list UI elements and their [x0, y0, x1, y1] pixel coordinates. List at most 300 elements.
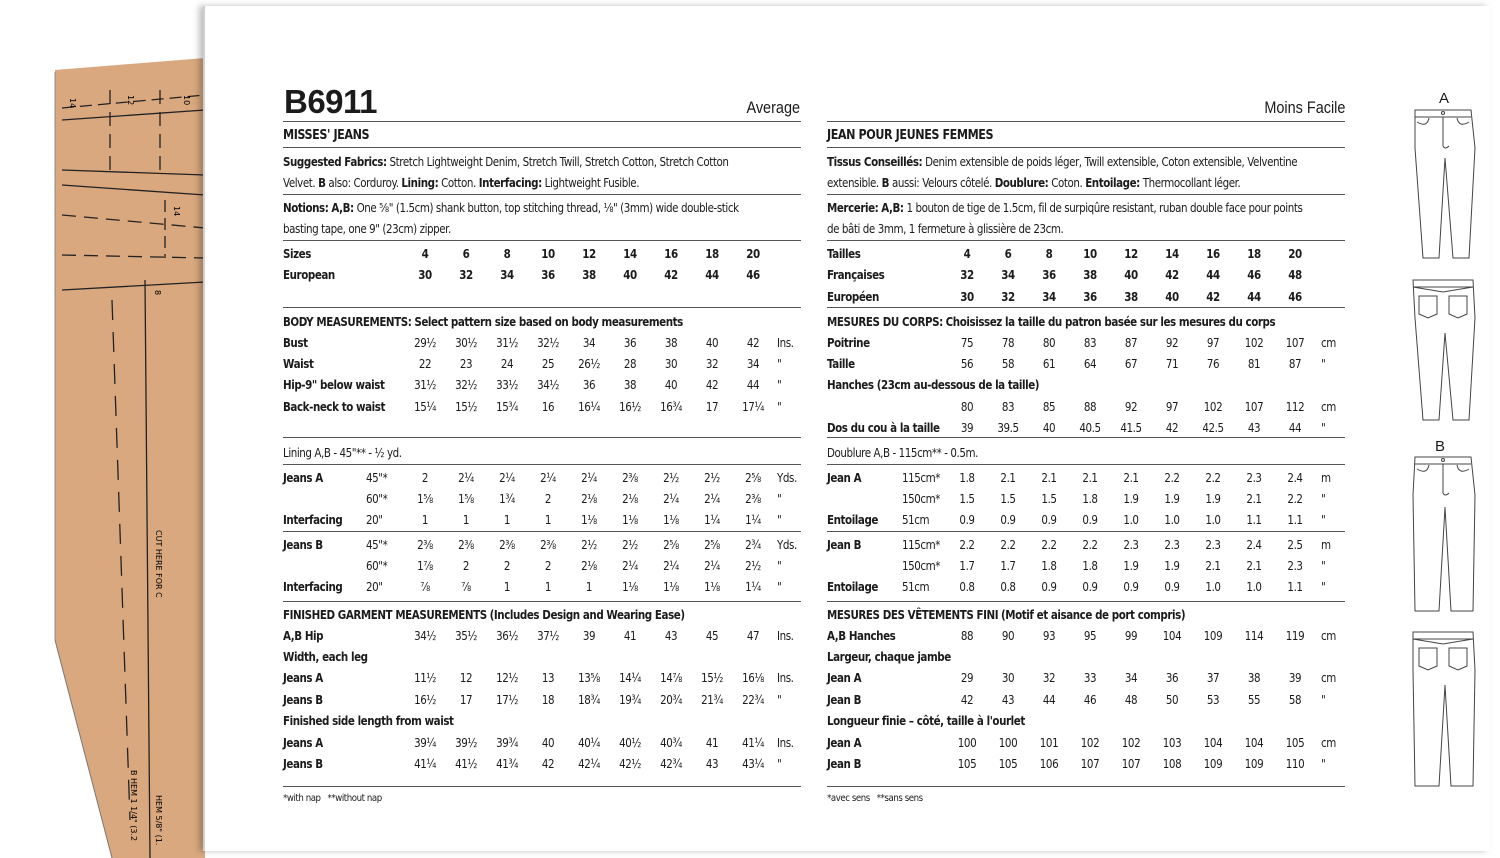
en-yardage-cell: 1	[544, 513, 552, 527]
fr-yardage-cell: 1.7	[1000, 559, 1016, 573]
fr-lining-heading: Doublure A,B - 115cm** - 0.5m.	[827, 446, 978, 460]
fr-size-cell: 38	[1124, 290, 1138, 304]
fr-body-cell: 40.5	[1079, 421, 1101, 435]
tissue-b-hem-text: B HEM 1 1/4" (3.2	[129, 770, 138, 842]
en-yardage-cell: 2	[421, 471, 429, 485]
en-finished-unit: "	[777, 693, 782, 707]
en-finished-cell: 41	[623, 629, 637, 643]
en-interfacing-text: Lightweight Fusible.	[544, 176, 640, 190]
en-finished-unit: Ins.	[777, 736, 794, 750]
en-yardage-cell: 1¼	[745, 513, 761, 527]
en-finished-unit: Ins.	[777, 629, 794, 643]
en-finished-cell: 42½	[619, 757, 641, 771]
fr-finished-cell: 30	[1001, 671, 1015, 685]
en-finished-cell: 45	[705, 629, 719, 643]
en-body-cell: 34½	[537, 378, 559, 392]
en-finished-row-label: Width, each leg	[283, 650, 368, 664]
en-notions-rule	[283, 240, 801, 241]
en-b-also-text: Corduroy.	[353, 176, 399, 190]
fr-yardage-cell: 0.9	[1082, 513, 1098, 527]
tissue-marker-14a: 14	[68, 98, 77, 109]
fr-yardage-cell: 2.1	[1205, 559, 1221, 573]
fr-yardage-cell: 2.2	[1287, 492, 1303, 506]
en-yardage-cell: 1⅛	[663, 580, 679, 594]
en-fabrics-label: Suggested Fabrics:	[283, 155, 387, 169]
en-fabrics-line-1	[283, 155, 728, 169]
fr-fabric-width: 150cm*	[902, 492, 941, 506]
fr-finished-row-label: Largeur, chaque jambe	[827, 650, 951, 664]
fr-fabric-width: 150cm*	[902, 559, 941, 573]
fr-size-cell: 42	[1206, 290, 1220, 304]
en-body-unit: "	[777, 400, 782, 414]
en-body-row-label: Hip-9" below waist	[283, 378, 385, 392]
en-fabrics-text: Stretch Lightweight Denim, Stretch Twill, Stretch Cotton, Stretch Cotton	[389, 155, 729, 169]
fr-finished-cell: 109	[1203, 757, 1223, 771]
en-body-cell: 40	[705, 336, 719, 350]
fr-size-cell: 12	[1124, 247, 1138, 261]
en-finished-cell: 11½	[414, 671, 436, 685]
fr-finished-cell: 106	[1039, 757, 1059, 771]
fr-finished-unit: cm	[1321, 671, 1336, 685]
fr-body-cell: 67	[1124, 357, 1138, 371]
en-sizes-row-label: European	[283, 268, 335, 282]
fr-finished-cell: 46	[1083, 693, 1097, 707]
tissue-marker-12: 12	[126, 95, 135, 106]
en-fabric-width: 45"*	[366, 538, 388, 552]
en-body-heading	[283, 315, 683, 329]
fr-finished-unit: cm	[1321, 629, 1336, 643]
fr-size-cell: 36	[1042, 268, 1056, 282]
tissue-hem-text: HEM 5/8" (1.	[154, 795, 163, 846]
en-finished-cell: 40¼	[578, 736, 600, 750]
fr-yardage-cell: 1.5	[1041, 492, 1057, 506]
fr-yardage-cell: 2.2	[1205, 471, 1221, 485]
fr-fabric-width: 51cm	[902, 513, 930, 527]
fr-yardage-cell: 1.1	[1246, 513, 1262, 527]
fr-yardage-cell: 2.2	[959, 538, 975, 552]
fr-finished-cell: 37	[1206, 671, 1220, 685]
en-yardage-cell: 2⅛	[581, 492, 597, 506]
en-finished-cell: 40¾	[660, 736, 682, 750]
en-notions-line-1	[283, 201, 739, 215]
fr-finished-cell: 105	[998, 757, 1018, 771]
fr-size-cell: 34	[1001, 268, 1015, 282]
en-finished-cell: 22¾	[742, 693, 764, 707]
fr-sizes-row-label: Tailles	[827, 247, 861, 261]
fr-lining-rule	[827, 464, 1345, 465]
en-size-cell: 20	[746, 247, 760, 261]
en-yardage-cell: 1	[421, 513, 429, 527]
en-yardage-cell: 2¾	[745, 538, 761, 552]
fr-finished-cell: 32	[1042, 671, 1056, 685]
fr-finished-row-label: Jean B	[827, 693, 862, 707]
fr-notions-label: Mercerie:	[827, 201, 879, 215]
fr-body-cell: 71	[1165, 357, 1179, 371]
en-sizes-rule	[283, 307, 801, 308]
fr-body-unit: "	[1321, 357, 1326, 371]
fr-yardage-row-label: Jean B	[827, 538, 862, 552]
en-finished-cell: 47	[746, 629, 760, 643]
fr-body-cell: 83	[1083, 336, 1097, 350]
en-yardage-cell: 1	[585, 580, 593, 594]
fr-finished-cell: 93	[1042, 629, 1056, 643]
en-finished-cell: 35½	[455, 629, 477, 643]
en-finished-cell: 21¾	[701, 693, 723, 707]
fr-size-cell: 40	[1124, 268, 1138, 282]
fr-fabric-width: 51cm	[902, 580, 930, 594]
en-finished-cell: 41½	[455, 757, 477, 771]
en-fabrics-line2-a: Velvet.	[283, 176, 316, 190]
fr-body-cell: 44	[1288, 421, 1302, 435]
en-section-title: MISSES' JEANS	[283, 128, 370, 143]
fr-notions-text1: 1 bouton de tige de 1.5cm, fil de surpiqûre resistant, ruban double face pour points	[906, 201, 1303, 215]
en-finished-row-label: Jeans A	[283, 671, 323, 685]
fr-yardage-cell: 2.2	[1082, 538, 1098, 552]
en-finished-row-label: Jeans A	[283, 736, 323, 750]
view-b-label: B	[1435, 438, 1446, 455]
fr-finished-cell: 101	[1039, 736, 1059, 750]
en-yardage-cell: 1⅛	[704, 580, 720, 594]
en-finished-cell: 42¾	[660, 757, 682, 771]
fr-body-cell: 87	[1124, 336, 1138, 350]
fr-size-cell: 10	[1083, 247, 1097, 261]
en-yardage-cell: 1	[503, 580, 511, 594]
en-fabric-width: 60"*	[366, 559, 388, 573]
en-finished-cell: 17	[459, 693, 473, 707]
en-fabrics-line-2	[283, 176, 639, 190]
en-fabrics-rule	[283, 194, 801, 195]
fr-yardage-cell: 2.3	[1246, 471, 1262, 485]
en-title-rule	[283, 147, 801, 148]
en-body-cell: 23	[459, 357, 473, 371]
en-size-cell: 46	[746, 268, 760, 282]
fr-size-cell: 40	[1165, 290, 1179, 304]
fr-body-cell: 80	[960, 400, 974, 414]
en-size-cell: 4	[421, 247, 429, 261]
fr-yardage-cell: 1.0	[1246, 580, 1262, 594]
fr-yardage-cell: 2.1	[1123, 471, 1139, 485]
fr-sizes-rule	[827, 307, 1345, 308]
en-yardage-cell: 2¼	[458, 471, 474, 485]
fr-finished-cell: 104	[1203, 736, 1223, 750]
fr-body-unit: cm	[1321, 336, 1336, 350]
en-body-cell: 16¾	[660, 400, 682, 414]
en-size-cell: 18	[705, 247, 719, 261]
fr-fabric-width: 115cm*	[902, 538, 941, 552]
en-b-also-word: also:	[328, 176, 351, 190]
en-yardage-cell: 2¼	[663, 559, 679, 573]
fr-yardage-cell: 2.2	[1041, 538, 1057, 552]
en-finished-cell: 41¾	[496, 757, 518, 771]
en-fabric-width: 60"*	[366, 492, 388, 506]
fr-body-cell: 102	[1244, 336, 1264, 350]
fr-body-cell: 78	[1001, 336, 1015, 350]
en-yardage-cell: 2⅜	[458, 538, 474, 552]
fr-yardage-cell: 1.1	[1287, 513, 1303, 527]
fr-finished-cell: 88	[960, 629, 974, 643]
fr-yardage-unit: "	[1321, 559, 1326, 573]
en-yardage-cell: 1	[462, 513, 470, 527]
en-finished-cell: 15½	[701, 671, 723, 685]
fr-body-row-label: Poitrine	[827, 336, 870, 350]
fr-finished-cell: 102	[1121, 736, 1141, 750]
fr-yardage-cell: 2.4	[1287, 471, 1303, 485]
en-body-cell: 16¼	[578, 400, 600, 414]
fr-finished-cell: 34	[1124, 671, 1138, 685]
en-body-cell: 38	[664, 336, 678, 350]
en-yardage-cell: 1¾	[499, 492, 515, 506]
fr-body-cell: 97	[1206, 336, 1220, 350]
fr-yardage-cell: 2.3	[1164, 538, 1180, 552]
fr-finished-cell: 100	[998, 736, 1018, 750]
en-body-cell: 34	[582, 336, 596, 350]
en-body-cell: 33½	[496, 378, 518, 392]
en-size-cell: 16	[664, 247, 678, 261]
en-body-row-label: Bust	[283, 336, 308, 350]
en-body-cell: 42	[705, 378, 719, 392]
fr-body-cell: 102	[1203, 400, 1223, 414]
fr-size-cell: 6	[1004, 247, 1012, 261]
tissue-cut-here-text: CUT HERE FOR C	[154, 530, 163, 598]
fr-body-cell: 61	[1042, 357, 1056, 371]
fr-notions-rule	[827, 240, 1345, 241]
fr-finished-cell: 53	[1206, 693, 1220, 707]
en-finished-row-label: A,B Hip	[283, 629, 324, 643]
en-yardage-cell: 2⅜	[622, 471, 638, 485]
fr-size-cell: 14	[1165, 247, 1179, 261]
en-yardage-cell: 2⅛	[622, 492, 638, 506]
fr-body-cell: 42	[1165, 421, 1179, 435]
fr-yardage-unit: m	[1321, 538, 1331, 552]
fr-fabrics-text: Denim extensible de poids léger, Twill extensible, Coton extensible, Velventine	[925, 155, 1298, 169]
en-body-cell: 16	[541, 400, 555, 414]
fr-body-cell: 92	[1165, 336, 1179, 350]
en-body-cell: 42	[746, 336, 760, 350]
en-lining-label: Lining:	[401, 176, 439, 190]
en-body-heading-label: BODY MEASUREMENTS:	[283, 315, 412, 329]
fr-body-cell: 107	[1244, 400, 1264, 414]
en-yardage-rule	[283, 601, 801, 602]
en-yardage-cell: ⅞	[461, 580, 471, 594]
fr-finished-cell: 105	[1285, 736, 1305, 750]
fr-finished-cell: 48	[1124, 693, 1138, 707]
en-yardage-view-rule	[283, 531, 801, 532]
en-finished-cell: 14⅞	[660, 671, 682, 685]
tissue-pattern-background	[0, 0, 230, 858]
fr-finished-cell: 114	[1244, 629, 1264, 643]
en-finished-cell: 40½	[619, 736, 641, 750]
fr-fabrics-line-1	[827, 155, 1297, 169]
fr-size-cell: 38	[1083, 268, 1097, 282]
fr-size-cell: 20	[1288, 247, 1302, 261]
fr-yardage-unit: m	[1321, 471, 1331, 485]
fr-finished-cell: 119	[1285, 629, 1305, 643]
en-yardage-row-label: Interfacing	[283, 580, 343, 594]
en-yardage-unit: "	[777, 580, 782, 594]
fr-notions-line-1	[827, 201, 1302, 215]
en-finished-cell: 41¼	[414, 757, 436, 771]
en-interfacing-label: Interfacing:	[478, 176, 542, 190]
fr-size-cell: 8	[1045, 247, 1053, 261]
fr-body-unit: cm	[1321, 400, 1336, 414]
fr-finished-cell: 95	[1083, 629, 1097, 643]
en-yardage-unit: Yds.	[777, 471, 797, 485]
en-body-cell: 38	[623, 378, 637, 392]
fr-finished-cell: 99	[1124, 629, 1138, 643]
fr-yardage-cell: 1.0	[1164, 513, 1180, 527]
fr-finished-cell: 42	[960, 693, 974, 707]
en-yardage-cell: 2	[462, 559, 470, 573]
fr-yardage-cell: 2.2	[1000, 538, 1016, 552]
en-fabric-width: 20"	[366, 580, 383, 594]
en-body-cell: 31½	[496, 336, 518, 350]
en-yardage-cell: 2⅜	[745, 492, 761, 506]
fr-yardage-cell: 1.9	[1164, 492, 1180, 506]
fr-yardage-cell: 2.3	[1205, 538, 1221, 552]
en-finished-unit: "	[777, 757, 782, 771]
fr-size-cell: 30	[960, 290, 974, 304]
en-yardage-cell: 2⅜	[499, 538, 515, 552]
en-yardage-unit: "	[777, 559, 782, 573]
fr-finished-cell: 50	[1165, 693, 1179, 707]
en-size-cell: 44	[705, 268, 719, 282]
fr-yardage-unit: "	[1321, 580, 1326, 594]
en-yardage-row-label: Interfacing	[283, 513, 343, 527]
en-yardage-cell: 1	[544, 580, 552, 594]
en-yardage-cell: 2¼	[663, 492, 679, 506]
en-body-cell: 15¼	[414, 400, 436, 414]
fr-yardage-cell: 1.9	[1205, 492, 1221, 506]
fr-yardage-cell: 1.5	[959, 492, 975, 506]
fr-finished-cell: 109	[1203, 629, 1223, 643]
fr-fabric-width: 115cm*	[902, 471, 941, 485]
fr-finished-row-label: A,B Hanches	[827, 629, 896, 643]
fr-size-cell: 46	[1288, 290, 1302, 304]
fr-finished-row-label: Jean A	[827, 671, 862, 685]
en-yardage-cell: 2½	[745, 559, 761, 573]
fr-body-cell: 76	[1206, 357, 1220, 371]
en-finished-row-label: Jeans B	[283, 693, 323, 707]
view-a-label: A	[1439, 90, 1450, 107]
fr-yardage-cell: 0.9	[1041, 580, 1057, 594]
fr-yardage-cell: 1.1	[1287, 580, 1303, 594]
fr-yardage-cell: 2.1	[1000, 471, 1016, 485]
fr-finished-cell: 55	[1247, 693, 1261, 707]
fr-size-cell: 42	[1165, 268, 1179, 282]
en-size-cell: 38	[582, 268, 596, 282]
en-yardage-cell: 1⅛	[622, 513, 638, 527]
fr-finished-cell: 105	[957, 757, 977, 771]
fr-finished-cell: 102	[1080, 736, 1100, 750]
fr-yardage-cell: 0.9	[1123, 580, 1139, 594]
fr-fabrics-line2-a: extensible.	[827, 176, 879, 190]
fr-finished-cell: 100	[957, 736, 977, 750]
difficulty-english: Average	[746, 98, 800, 117]
fr-fabrics-label: Tissus Conseillés:	[827, 155, 923, 169]
en-yardage-cell: 2⅝	[663, 538, 679, 552]
en-size-cell: 6	[462, 247, 470, 261]
en-finished-row-label: Jeans B	[283, 757, 323, 771]
fr-yardage-cell: 0.9	[959, 513, 975, 527]
en-finished-heading-text: (Includes Design and Wearing Ease)	[489, 608, 685, 622]
fr-yardage-unit: "	[1321, 492, 1326, 506]
fr-lining-label: Doublure:	[994, 176, 1049, 190]
fr-yardage-cell: 1.9	[1123, 559, 1139, 573]
en-notions-label: Notions:	[283, 201, 329, 215]
fr-interfacing-text: Thermocollant léger.	[1142, 176, 1241, 190]
fr-notions-views: A,B:	[881, 201, 904, 215]
en-body-cell: 26½	[578, 357, 600, 371]
en-yardage-row-label: Jeans B	[283, 538, 323, 552]
fr-body-unit: "	[1321, 421, 1326, 435]
en-size-cell: 36	[541, 268, 555, 282]
fr-yardage-cell: 1.9	[1164, 559, 1180, 573]
fr-body-cell: 58	[1001, 357, 1015, 371]
fr-footnote: *avec sens **sans sens	[827, 793, 923, 804]
fr-finished-cell: 43	[1001, 693, 1015, 707]
en-finished-cell: 20¾	[660, 693, 682, 707]
fr-body-cell: 64	[1083, 357, 1097, 371]
fr-body-row-label: Taille	[827, 357, 855, 371]
fr-body-cell: 40	[1042, 421, 1056, 435]
en-finished-cell: 41	[705, 736, 719, 750]
fr-yardage-cell: 2.5	[1287, 538, 1303, 552]
fr-yardage-cell: 1.8	[1082, 559, 1098, 573]
en-yardage-cell: 1⅛	[622, 580, 638, 594]
fr-body-cell: 83	[1001, 400, 1015, 414]
fr-yardage-cell: 2.1	[1246, 492, 1262, 506]
en-yardage-cell: ⅞	[420, 580, 430, 594]
en-size-cell: 32	[459, 268, 473, 282]
en-fabric-width: 20"	[366, 513, 383, 527]
en-size-cell: 10	[541, 247, 555, 261]
en-body-cell: 34	[746, 357, 760, 371]
fr-finished-cell: 103	[1162, 736, 1182, 750]
en-yardage-cell: 2¼	[540, 471, 556, 485]
en-yardage-cell: 2⅜	[540, 538, 556, 552]
en-yardage-cell: 2	[544, 559, 552, 573]
fr-yardage-cell: 0.9	[1041, 513, 1057, 527]
en-finished-cell: 18¾	[578, 693, 600, 707]
en-body-cell: 32	[705, 357, 719, 371]
pattern-number: B6911	[284, 83, 377, 120]
en-body-row-label: Waist	[283, 357, 314, 371]
en-body-heading-text: Select pattern size based on body measurements	[414, 315, 683, 329]
fr-finished-cell: 29	[960, 671, 974, 685]
en-notions-views: A,B:	[331, 201, 354, 215]
fr-b-also-label: B	[881, 176, 890, 190]
fr-fabrics-rule	[827, 194, 1345, 195]
fr-sizes-row-label: Françaises	[827, 268, 885, 282]
en-lining-text: Cotton.	[441, 176, 476, 190]
en-yardage-unit: Yds.	[777, 538, 797, 552]
en-body-cell: 29½	[414, 336, 436, 350]
fr-title-rule	[827, 147, 1345, 148]
en-size-cell: 34	[500, 268, 514, 282]
fr-body-row-label: Dos du cou à la taille	[827, 421, 940, 435]
en-size-cell: 30	[418, 268, 432, 282]
fr-body-cell: 75	[960, 336, 974, 350]
en-footer-rule	[283, 786, 801, 787]
en-body-cell: 25	[541, 357, 555, 371]
en-lining-rule	[283, 464, 801, 465]
en-b-also-label: B	[318, 176, 326, 190]
fr-body-cell: 56	[960, 357, 974, 371]
en-finished-cell: 43	[705, 757, 719, 771]
fr-finished-cell: 110	[1285, 757, 1305, 771]
fr-lining-text: Coton.	[1051, 176, 1083, 190]
fr-yardage-row-label: Entoilage	[827, 580, 878, 594]
